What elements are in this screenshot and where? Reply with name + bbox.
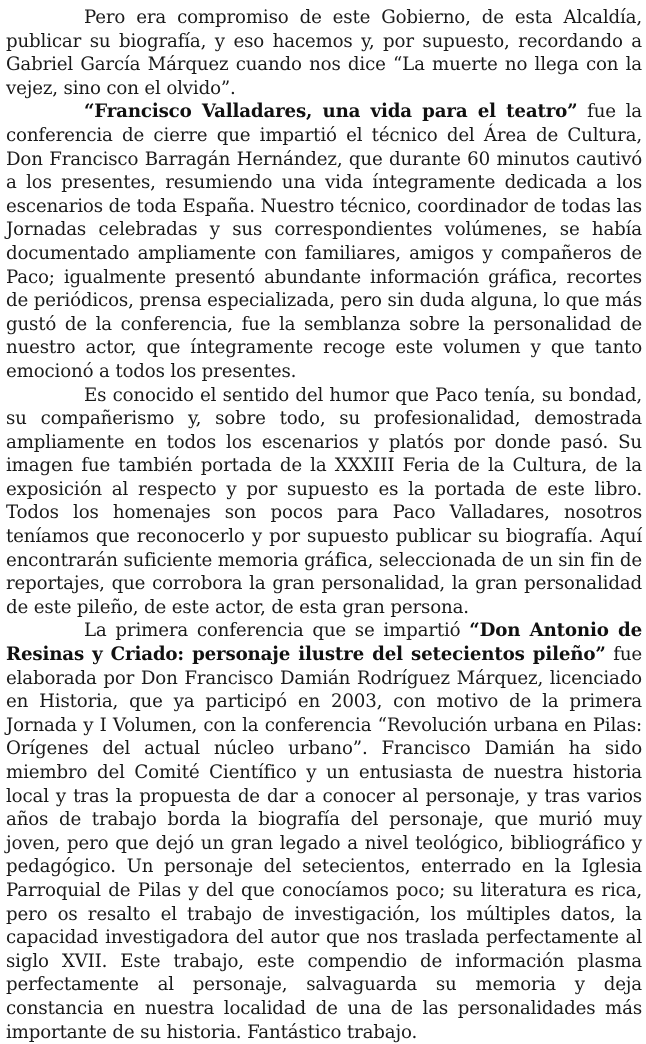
paragraph-resinas-conference — [6, 619, 642, 1044]
paragraph-text: La primera conferencia que se impartió — [84, 620, 470, 642]
paragraph-text: fue la conferencia de cierre que impartió el técnico del Área de Cultura, Don Francisco Barragán Hernández, que durante 60 minutos cautivó a los presentes, resumiendo una vida íntegramente dedicada a los escenarios de toda España. Nuestro técnico, coordinador de todas las Jornadas celebradas y sus correspondientes volúmenes, se había documentado ampliamente con familiares, amigos y compañeros de Paco; igualmente presentó abundante información gráfica, recortes de periódicos, prensa especializada, pero sin duda alguna, lo que más gustó de la conferencia, fue la semblanza sobre la personalidad de nuestro actor, que íntegramente recoge este volumen y que tanto emocionó a todos los presentes. — [6, 101, 642, 382]
paragraph-text: Es conocido el sentido del humor que Paco tenía, su bondad, su compañerismo y, sobre todo, su profesionalidad, demostrada ampliamente en todos los escenarios y platós por donde pasó. Su imagen fue también portada de la XXXIII Feria de la Cultura, de la exposición al respecto y por supuesto es la portada de este libro. Todos los homenajes son pocos para Paco Valladares, nosotros teníamos que reconocerlo y por supuesto publicar su biografía. Aquí encontrarán suficiente memoria gráfica, seleccionada de un sin fin de reportajes, que corrobora la gran personalidad, la gran personalidad de este pileño, de este actor, de esta gran persona. — [6, 384, 642, 618]
paragraph-paco-tribute — [6, 384, 642, 620]
paragraph-text: fue elaborada por Don Francisco Damián Rodríguez Márquez, licenciado en Historia, que ya participó en 2003, con motivo de la primera Jornada y I Volumen, con la conferencia “Revolución urbana en Pilas: Orígenes del actual núcleo urbano”. Francisco Damián ha sido miembro del Comité Científico y un entusiasta de nuestra historia local y tras la propuesta de dar a conocer al personaje, y tras varios años de trabajo borda la biografía del personaje, que murió muy joven, pero que dejó un gran legado a nivel teológico, bibliográfico y pedagógico. Un personaje del setecientos, enterrado en la Iglesia Parroquial de Pilas y del que conocíamos poco; su literatura es rica, pero os resalto el trabajo de investigación, los múltiples datos, la capacidad investigadora del autor que nos traslada perfectamente al siglo XVII. Este trabajo, este compendio de información plasma perfectamente al personaje, salvaguarda su memoria y deja constancia en nuestra localidad de una de las personalidades más importante de su historia. Fantástico trabajo. — [6, 644, 643, 1043]
paragraph-alcaldia-biography — [6, 6, 642, 100]
conference-title-resinas: “Don Antonio de Resinas y Criado: personaje ilustre del setecientos pileño” — [6, 620, 643, 666]
conference-title-valladares: “Francisco Valladares, una vida para el teatro” — [84, 101, 578, 123]
paragraph-text: Pero era compromiso de este Gobierno, de esta Alcaldía, publicar su biografía, y eso hacemos y, por supuesto, recordando a Gabriel García Márquez cuando nos dice “La muerte no llega con la vejez, sino con el olvido”. — [6, 7, 642, 99]
paragraph-valladares-conference — [6, 100, 642, 383]
